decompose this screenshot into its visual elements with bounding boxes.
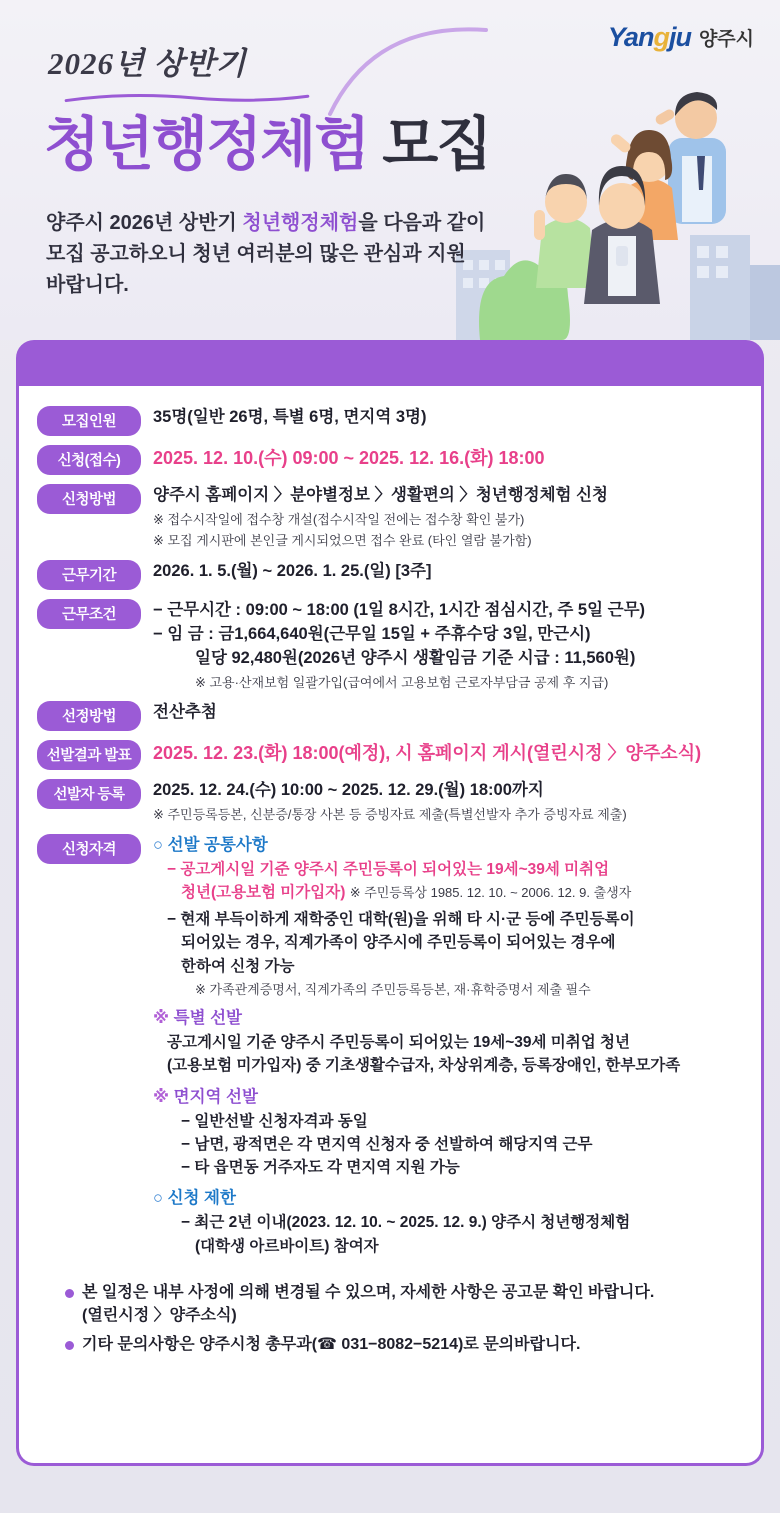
common-item-2-line-2: 되어있는 경우, 직계가족이 양주시에 주민등록이 되어있는 경우에 xyxy=(181,934,616,952)
value-result-announcement: 2025. 12. 23.(화) 18:00(예정), 시 홈페이지 게시(열린시정 〉양주소식) xyxy=(153,743,702,764)
section-divider-bar xyxy=(16,340,764,386)
row-recruit-count xyxy=(37,404,743,436)
logo-city-name: 양주시 xyxy=(698,29,754,50)
rural-item-1: − 일반선발 신청자격과 동일 xyxy=(181,1112,368,1130)
row-qualification xyxy=(37,832,743,1258)
tag-selection-method: 선정방법 xyxy=(37,701,141,731)
row-result-announcement xyxy=(37,738,743,770)
footer-note-2 xyxy=(65,1333,721,1356)
qualification-common-item-1 xyxy=(153,858,743,905)
tag-recruit-count: 모집인원 xyxy=(37,406,141,436)
tag-work-conditions: 근무조건 xyxy=(37,599,141,629)
tag-application-method: 신청방법 xyxy=(37,484,141,514)
tag-selected-registration: 선발자 등록 xyxy=(37,779,141,809)
common-item-2-line-3: 한하여 신청 가능 xyxy=(181,957,295,975)
work-conditions-note: ※ 고용·산재보험 일괄가입(급여에서 고용보험 근로자부담금 공제 후 지급) xyxy=(195,674,609,690)
row-selection-method xyxy=(37,699,743,731)
tag-qualification: 신청자격 xyxy=(37,834,141,864)
poster-kicker: 2026년 상반기 xyxy=(48,46,247,81)
row-application-period xyxy=(37,443,743,475)
limit-line-2: (대학생 아르바이트) 참여자 xyxy=(195,1237,379,1255)
work-conditions-line-3: 일당 92,480원(2026년 양주시 생활임금 기준 시급 : 11,560원) xyxy=(195,648,636,667)
value-work-period: 2026. 1. 5.(월) ~ 2026. 1. 25.(일) [3주] xyxy=(153,561,432,580)
qualification-limit-body xyxy=(153,1211,743,1258)
application-method-note-1: ※ 접수시작일에 접수창 개설(접수시작일 전에는 접수창 확인 불가) xyxy=(153,511,525,527)
row-work-conditions xyxy=(37,597,743,692)
limit-line-1: − 최근 2년 이내(2023. 12. 10. ~ 2025. 12. 9.) 양주시 청년행정체험 xyxy=(181,1214,631,1232)
qualification-common-item-2 xyxy=(153,908,743,999)
circle-bullet-icon-2: ○ xyxy=(153,1189,163,1208)
value-application-method xyxy=(153,482,743,551)
footer-note-1 xyxy=(65,1281,721,1327)
row-application-method xyxy=(37,482,743,551)
asterisk-icon-2: ※ xyxy=(153,1087,170,1106)
common-item-1-line-1: − 공고게시일 기준 양주시 주민등록이 되어있는 19세~39세 미취업 xyxy=(167,860,610,878)
value-selection-method: 전산추첨 xyxy=(153,703,217,722)
tag-application-period: 신청(접수) xyxy=(37,445,141,475)
common-item-1-note: ※ 주민등록상 1985. 12. 10. ~ 2006. 12. 9. 출생자 xyxy=(349,884,632,900)
value-qualification xyxy=(153,832,743,1258)
selected-registration-text: 2025. 12. 24.(수) 10:00 ~ 2025. 12. 29.(월) 18:00까지 xyxy=(153,781,544,800)
qualification-limit-head: ○ 신청 제한 xyxy=(153,1189,236,1208)
value-work-conditions xyxy=(153,597,743,692)
work-conditions-line-2: − 임 금 : 금1,664,640원(근무일 15일 + 주휴수당 3일, 만근시) xyxy=(153,624,591,643)
footer-notes xyxy=(65,1281,721,1357)
value-recruit-count: 35명(일반 26명, 특별 6명, 면지역 3명) xyxy=(153,408,427,426)
selected-registration-note: ※ 주민등록등본, 신분증/통장 사본 등 증빙자료 제출(특별선발자 추가 증빙자료 제출) xyxy=(153,807,627,823)
row-work-period xyxy=(37,558,743,590)
common-item-2-note: ※ 가족관계증명서, 직계가족의 주민등록등본, 재·휴학증명서 제출 필수 xyxy=(195,981,591,997)
work-conditions-line-1: − 근무시간 : 09:00 ~ 18:00 (1일 8시간, 1시간 점심시간, 주 5일 근무) xyxy=(153,600,646,619)
footer-note-2-text: 기타 문의사항은 양주시청 총무과(☎ 031−8082−5214)로 문의바랍니다. xyxy=(82,1336,581,1354)
qualification-rural-body xyxy=(153,1110,743,1180)
circle-bullet-icon: ○ xyxy=(153,835,163,854)
asterisk-icon: ※ xyxy=(153,1009,170,1028)
info-card xyxy=(16,386,764,1466)
value-selected-registration xyxy=(153,777,743,824)
person-green xyxy=(534,174,596,288)
qualification-special-body xyxy=(153,1031,743,1078)
qualification-special-head: ※ 특별 선발 xyxy=(153,1009,242,1028)
qualification-rural-head: ※ 면지역 선발 xyxy=(153,1087,258,1106)
city-logo xyxy=(608,22,754,53)
rural-item-2: − 남면, 광적면은 각 면지역 신청자 중 선발하여 해당지역 근무 xyxy=(181,1135,593,1153)
common-item-2-line-1: − 현재 부득이하게 재학중인 대학(원)을 위해 타 시·군 등에 주민등록이 xyxy=(167,911,635,929)
row-selected-registration xyxy=(37,777,743,824)
bullet-dot-icon xyxy=(65,1289,74,1298)
application-method-note-2: ※ 모집 게시판에 본인글 게시되었으면 접수 완료 (타인 열람 불가함) xyxy=(153,533,532,549)
value-application-period: 2025. 12. 10.(수) 09:00 ~ 2025. 12. 16.(화) 18:00 xyxy=(153,448,545,468)
bullet-dot-icon-2 xyxy=(65,1341,74,1350)
special-line-1: 공고게시일 기준 양주시 주민등록이 되어있는 19세~39세 미취업 청년 xyxy=(167,1034,630,1052)
special-line-2: (고용보험 미가입자) 중 기초생활수급자, 차상위계층, 등록장애인, 한부모가족 xyxy=(167,1057,681,1075)
application-method-text: 양주시 홈페이지 〉분야별정보 〉생활편의 〉청년행정체험 신청 xyxy=(153,486,608,504)
rural-item-3: − 타 읍면동 거주자도 각 면지역 지원 가능 xyxy=(181,1159,460,1177)
poster-header xyxy=(0,0,780,340)
tag-result-announcement: 선발결과 발표 xyxy=(37,740,141,770)
lead-paragraph: 양주시 2026년 상반기 청년행정체험을 다음과 같이 모집 공고하오니 청년 여러분의 많은 관심과 지원 바랍니다. xyxy=(46,212,486,296)
logo-wordmark: Yangju xyxy=(607,22,691,52)
common-item-1-line-2: 청년(고용보험 미가입자) ※ 주민등록상 1985. 12. 10. ~ 2006. 12. 9. 출생자 xyxy=(181,883,632,901)
page-title: 청년행정체험 모집 xyxy=(44,112,491,177)
tag-work-period: 근무기간 xyxy=(37,560,141,590)
qualification-common-head: ○ 선발 공통사항 xyxy=(153,835,268,854)
kicker-underline xyxy=(42,92,332,104)
footer-note-1-text: 본 일정은 내부 사정에 의해 변경될 수 있으며, 자세한 사항은 공고문 확인 바랍니다. (열린시정 〉양주소식) xyxy=(82,1283,655,1324)
